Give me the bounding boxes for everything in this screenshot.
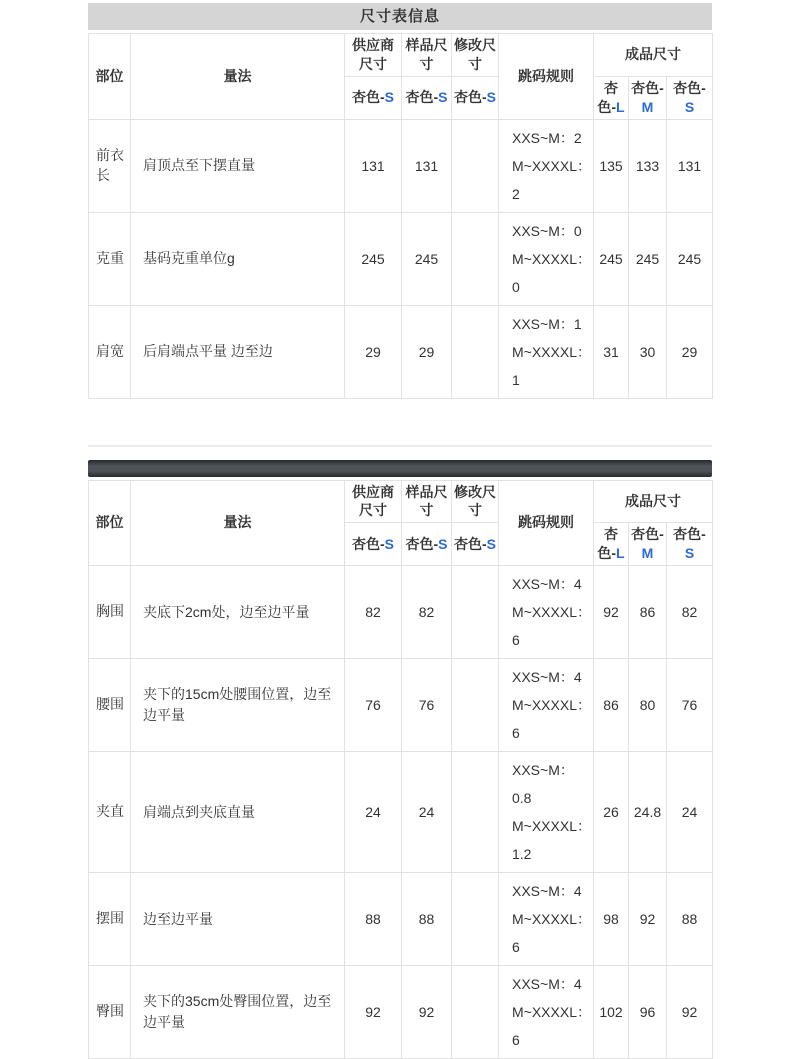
sample-size-cell: 92 — [402, 966, 452, 1059]
rule-line: XXS~M：2 — [512, 129, 582, 146]
part-cell: 肩宽 — [89, 305, 131, 398]
col-header-method: 量法 — [131, 34, 345, 120]
rule-line: XXS~M：4 — [512, 976, 582, 993]
finished-m-cell: 245 — [629, 212, 667, 305]
col-header-finished: 成品尺寸 — [594, 480, 713, 523]
subcol-finished-s — [667, 523, 713, 566]
variant-prefix: 杏色- — [673, 526, 706, 543]
method-cell: 基码克重单位g — [131, 212, 345, 305]
col-header-supplier: 供应商尺寸 — [345, 34, 402, 77]
subcol-supplier-variant — [345, 76, 402, 119]
finished-l-cell: 98 — [594, 873, 629, 966]
variant-prefix: 杏色- — [631, 79, 664, 96]
size-table-top — [88, 33, 713, 399]
subcol-modified-variant — [452, 523, 499, 566]
modified-size-cell — [452, 873, 499, 966]
size-table-bottom — [88, 480, 713, 1059]
subcol-sample-variant — [402, 523, 452, 566]
modified-size-cell — [452, 966, 499, 1059]
part-cell: 克重 — [89, 212, 131, 305]
variant-size-m: M — [641, 545, 654, 562]
rule-line: XXS~M：4 — [512, 576, 582, 593]
method-cell: 肩顶点至下摆直量 — [131, 119, 345, 212]
finished-l-cell: 102 — [594, 966, 629, 1059]
rule-line: M~XXXXL：6 — [512, 911, 591, 956]
col-header-method: 量法 — [131, 480, 345, 566]
modified-size-cell — [452, 212, 499, 305]
table-row-front-length — [89, 119, 713, 212]
finished-m-cell: 92 — [629, 873, 667, 966]
rule-cell — [499, 873, 594, 966]
finished-s-cell: 82 — [667, 566, 713, 659]
rule-cell — [499, 752, 594, 873]
finished-l-cell: 86 — [594, 659, 629, 752]
table-row-hip — [89, 966, 713, 1059]
finished-s-cell: 245 — [667, 212, 713, 305]
sample-size-cell: 29 — [402, 305, 452, 398]
subcol-finished-m — [629, 523, 667, 566]
finished-m-cell: 96 — [629, 966, 667, 1059]
supplier-size-cell: 29 — [345, 305, 402, 398]
subcol-supplier-variant — [345, 523, 402, 566]
sample-size-cell: 131 — [402, 119, 452, 212]
method-cell: 后肩端点平量 边至边 — [131, 305, 345, 398]
finished-l-cell: 245 — [594, 212, 629, 305]
rule-cell — [499, 659, 594, 752]
sample-size-cell: 24 — [402, 752, 452, 873]
col-header-supplier: 供应商尺寸 — [345, 480, 402, 523]
section-divider-line — [88, 445, 712, 447]
col-header-modified: 修改尺寸 — [452, 34, 499, 77]
variant-prefix: 杏色- — [597, 79, 618, 115]
col-header-sample: 样品尺寸 — [402, 480, 452, 523]
table-row-shoulder-width — [89, 305, 713, 398]
finished-s-cell: 88 — [667, 873, 713, 966]
method-cell: 夹下的15cm处腰围位置，边至边平量 — [131, 659, 345, 752]
subcol-sample-variant — [402, 76, 452, 119]
rule-line: M~XXXXL：0 — [512, 250, 591, 295]
table-row-weight — [89, 212, 713, 305]
col-header-rule: 跳码规则 — [499, 480, 594, 566]
modified-size-cell — [452, 566, 499, 659]
variant-size-s: S — [438, 89, 448, 106]
rule-line: XXS~M：4 — [512, 669, 582, 686]
variant-prefix: 杏色- — [405, 535, 439, 552]
sample-size-cell: 245 — [402, 212, 452, 305]
variant-size-m: M — [641, 98, 654, 115]
finished-m-cell: 80 — [629, 659, 667, 752]
variant-size-l: L — [616, 545, 625, 562]
variant-prefix: 杏色- — [405, 89, 439, 106]
variant-prefix: 杏色- — [454, 89, 487, 106]
supplier-size-cell: 245 — [345, 212, 402, 305]
rule-line: M~XXXXL：6 — [512, 697, 591, 742]
subcol-finished-s — [667, 76, 713, 119]
variant-prefix: 杏色- — [631, 526, 664, 543]
section-divider-bar — [88, 460, 712, 477]
col-header-sample: 样品尺寸 — [402, 34, 452, 77]
rule-line: XXS~M：0.8 — [512, 762, 574, 807]
col-header-modified: 修改尺寸 — [452, 480, 499, 523]
col-header-part: 部位 — [89, 480, 131, 566]
finished-s-cell: 131 — [667, 119, 713, 212]
table-row-waist — [89, 659, 713, 752]
rule-cell — [499, 305, 594, 398]
variant-size-s: S — [384, 535, 394, 552]
subcol-finished-l — [594, 523, 629, 566]
part-cell: 前衣长 — [89, 119, 131, 212]
variant-size-s: S — [384, 89, 394, 106]
method-cell: 夹底下2cm处，边至边平量 — [131, 566, 345, 659]
modified-size-cell — [452, 305, 499, 398]
rule-line: XXS~M：0 — [512, 222, 582, 239]
method-cell: 夹下的35cm处臀围位置，边至边平量 — [131, 966, 345, 1059]
finished-m-cell: 86 — [629, 566, 667, 659]
finished-s-cell: 92 — [667, 966, 713, 1059]
rule-line: XXS~M：4 — [512, 883, 582, 900]
finished-m-cell: 30 — [629, 305, 667, 398]
page-title: 尺寸表信息 — [88, 3, 712, 30]
modified-size-cell — [452, 752, 499, 873]
modified-size-cell — [452, 119, 499, 212]
supplier-size-cell: 88 — [345, 873, 402, 966]
rule-line: M~XXXXL：1.2 — [512, 818, 591, 863]
part-cell: 胸围 — [89, 566, 131, 659]
finished-l-cell: 135 — [594, 119, 629, 212]
part-cell: 摆围 — [89, 873, 131, 966]
header-row-groups — [89, 34, 713, 77]
sample-size-cell: 76 — [402, 659, 452, 752]
rule-line: M~XXXXL：6 — [512, 1004, 591, 1049]
finished-l-cell: 26 — [594, 752, 629, 873]
subcol-finished-l — [594, 76, 629, 119]
supplier-size-cell: 131 — [345, 119, 402, 212]
supplier-size-cell: 76 — [345, 659, 402, 752]
part-cell: 腰围 — [89, 659, 131, 752]
supplier-size-cell: 92 — [345, 966, 402, 1059]
supplier-size-cell: 82 — [345, 566, 402, 659]
variant-size-s: S — [438, 535, 448, 552]
method-cell: 肩端点到夹底直量 — [131, 752, 345, 873]
sample-size-cell: 88 — [402, 873, 452, 966]
header-row-groups — [89, 480, 713, 523]
finished-l-cell: 92 — [594, 566, 629, 659]
sample-size-cell: 82 — [402, 566, 452, 659]
variant-size-s: S — [486, 535, 497, 552]
variant-size-s: S — [684, 545, 695, 562]
part-cell: 臀围 — [89, 966, 131, 1059]
variant-size-s: S — [486, 89, 497, 106]
finished-l-cell: 31 — [594, 305, 629, 398]
finished-s-cell: 29 — [667, 305, 713, 398]
rule-line: XXS~M：1 — [512, 315, 582, 332]
rule-line: M~XXXXL：2 — [512, 157, 591, 202]
finished-s-cell: 76 — [667, 659, 713, 752]
rule-cell — [499, 966, 594, 1059]
finished-s-cell: 24 — [667, 752, 713, 873]
method-cell: 边至边平量 — [131, 873, 345, 966]
part-cell: 夹直 — [89, 752, 131, 873]
col-header-rule: 跳码规则 — [499, 34, 594, 120]
size-chart-page — [88, 3, 712, 1049]
variant-prefix: 杏色- — [454, 535, 487, 552]
variant-size-s: S — [684, 98, 695, 115]
subcol-modified-variant — [452, 76, 499, 119]
variant-prefix: 杏色- — [351, 535, 385, 552]
supplier-size-cell: 24 — [345, 752, 402, 873]
variant-prefix: 杏色- — [673, 79, 706, 96]
table-row-armhole — [89, 752, 713, 873]
rule-line: M~XXXXL：6 — [512, 604, 591, 649]
modified-size-cell — [452, 659, 499, 752]
subcol-finished-m — [629, 76, 667, 119]
finished-m-cell: 24.8 — [629, 752, 667, 873]
variant-prefix: 杏色- — [597, 526, 618, 562]
table-row-hem — [89, 873, 713, 966]
rule-line: M~XXXXL：1 — [512, 343, 591, 388]
rule-cell — [499, 566, 594, 659]
col-header-finished: 成品尺寸 — [594, 34, 713, 77]
table-row-chest — [89, 566, 713, 659]
rule-cell — [499, 212, 594, 305]
finished-m-cell: 133 — [629, 119, 667, 212]
col-header-part: 部位 — [89, 34, 131, 120]
rule-cell — [499, 119, 594, 212]
variant-size-l: L — [616, 98, 625, 115]
variant-prefix: 杏色- — [351, 89, 385, 106]
